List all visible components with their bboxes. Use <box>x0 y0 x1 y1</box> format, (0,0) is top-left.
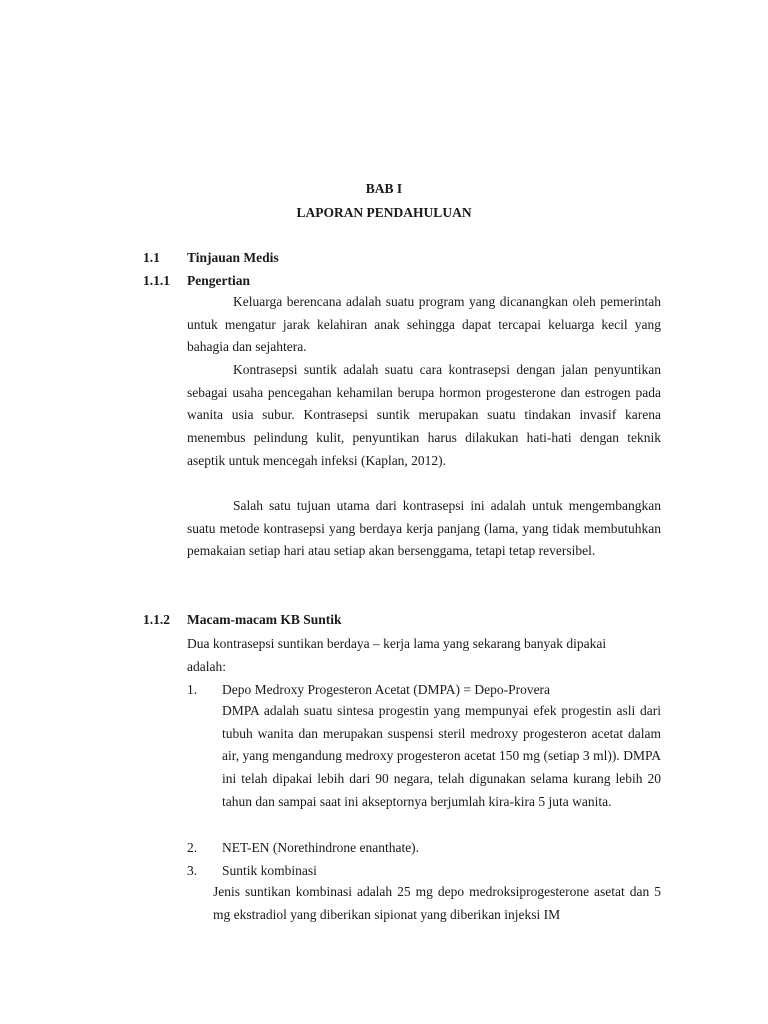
section-number-1-1: 1.1 <box>143 250 160 265</box>
list-item-1-number: 1. <box>187 682 198 697</box>
list-item-3-title: Suntik kombinasi <box>222 863 317 878</box>
macam-intro-line-2: adalah: <box>187 659 226 674</box>
list-item-2-title: NET-EN (Norethindrone enanthate). <box>222 840 420 855</box>
suntik-kombinasi-paragraph: Jenis suntikan kombinasi adalah 25 mg depo medroksiprogesterone asetat dan 5 mg ekstradiol yang diberikan sipionat yang diberikan injeksi IM <box>213 884 661 922</box>
chapter-title: LAPORAN PENDAHULUAN <box>296 205 472 220</box>
pengertian-paragraph-2 <box>187 359 661 473</box>
section-title-1-1-1: Pengertian <box>187 273 250 288</box>
section-number-1-1-1: 1.1.1 <box>143 273 170 288</box>
chapter-label: BAB I <box>365 181 403 196</box>
macam-intro-line-1: Dua kontrasepsi suntikan berdaya – kerja lama yang sekarang banyak dipakai <box>187 636 607 651</box>
pengertian-paragraph-3-text: Salah satu tujuan utama dari kontrasepsi ini adalah untuk mengembangkan suatu metode kontrasepsi yang berdaya kerja panjang (lama, yang tidak membutuhkan pemakaian setiap hari atau setiap akan bersenggama, tetapi tetap reversibel. <box>187 498 661 559</box>
list-item-1-title: Depo Medroxy Progesteron Acetat (DMPA) = Depo-Provera <box>222 682 551 697</box>
list-item-1-description: DMPA adalah suatu sintesa progestin yang mempunyai efek progestin asli dari tubuh wanita dan merupakan suspensi steril medroxy progesteron acetat dalam air, yang mengandung medroxy progesteron acetat 150 mg (setiap 3 ml)). DMPA ini telah dipakai lebih dari 90 negara, telah digunakan selama kurang lebih 20 tahun dan sampai saat ini akseptornya berjumlah kira-kira 5 juta wanita. <box>222 703 661 809</box>
section-number-1-1-2: 1.1.2 <box>143 612 170 627</box>
list-item-2-number: 2. <box>187 840 198 855</box>
list-item-3-number: 3. <box>187 863 198 878</box>
section-title-1-1: Tinjauan Medis <box>187 250 279 265</box>
pengertian-paragraph-1-text: Keluarga berencana adalah suatu program yang dicanangkan oleh pemerintah untuk mengatur jarak kelahiran anak sehingga dapat tercapai keluarga kecil yang bahagia dan sejahtera. <box>187 294 661 355</box>
section-title-1-1-2: Macam-macam KB Suntik <box>187 612 342 627</box>
pengertian-paragraph-2-text: Kontrasepsi suntik adalah suatu cara kontrasepsi dengan jalan penyuntikan sebagai usaha pencegahan kehamilan berupa hormon progesterone dan estrogen pada wanita usia subur. Kontrasepsi suntik merupakan suatu tindakan invasif karena menembus pelindung kulit, penyuntikan harus dilakukan hati-hati dengan teknik aseptik untuk mencegah infeksi (Kaplan, 2012). <box>187 362 661 468</box>
pengertian-paragraph-1 <box>187 291 661 359</box>
pengertian-paragraph-3 <box>187 495 661 563</box>
